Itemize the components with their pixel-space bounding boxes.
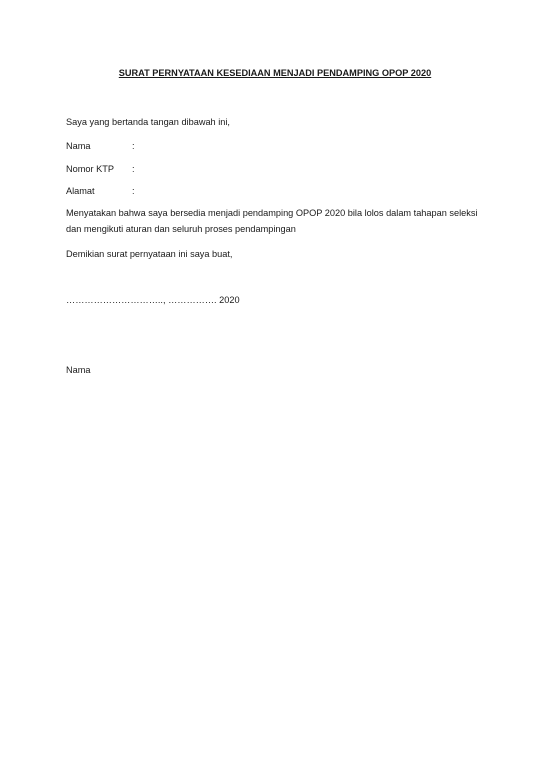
field-separator: : (132, 141, 135, 151)
statement-line-1: Menyatakan bahwa saya bersedia menjadi pendamping OPOP 2020 bila lolos dalam tahapan seleksi (66, 208, 478, 218)
document-title: SURAT PERNYATAAN KESEDIAAN MENJADI PENDAMPING OPOP 2020 (118, 68, 432, 78)
field-nama (66, 139, 135, 153)
field-label-alamat: Alamat (66, 186, 95, 196)
place-date-line: ………………………….., ……………. 2020 (66, 295, 240, 305)
intro-text: Saya yang bertanda tangan dibawah ini, (66, 117, 230, 127)
field-label-nomor-ktp: Nomor KTP (66, 164, 114, 174)
signature-name: Nama (66, 365, 91, 375)
field-separator: : (132, 164, 135, 174)
field-label-nama: Nama (66, 141, 91, 151)
field-alamat (66, 184, 135, 198)
field-separator: : (132, 186, 135, 196)
closing-text: Demikian surat pernyataan ini saya buat, (66, 249, 233, 259)
statement-line-2: dan mengikuti aturan dan seluruh proses pendampingan (66, 224, 296, 234)
field-nomor-ktp (66, 162, 135, 176)
